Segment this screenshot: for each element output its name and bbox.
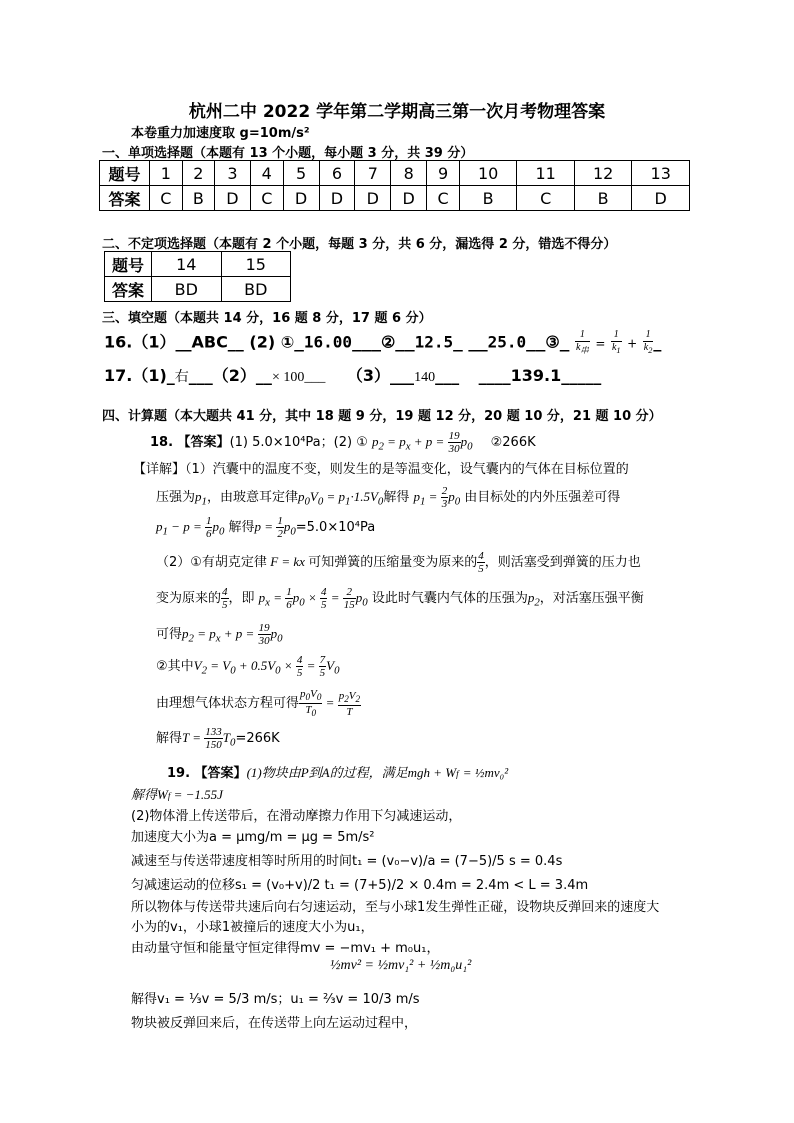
q18-detail-l7: ②其中$V_2 = V_0 + 0.5V_0$ × $\frac{4}{5}$ = $\frac{7}{5}$ $V_0$ xyxy=(156,654,340,679)
section1-question-cell-12: 12 xyxy=(574,161,632,186)
q19-line-11: 解得v₁ = ⅓v = 5/3 m/s；u₁ = ⅔v = 10/3 m/s xyxy=(131,992,420,1007)
q17-answer-4: ____139.1_____ xyxy=(478,366,602,385)
section1-answer-cell-12: B xyxy=(574,186,632,211)
q19-line-9: 由动量守恒和能量守恒定律得mv = −mv₁ + m₀u₁， xyxy=(131,941,440,956)
q18-answer-label: 18. 【答案】 xyxy=(150,435,230,450)
section1-answer-cell-3: D xyxy=(215,186,251,211)
q18-detail-l5: 变为原来的 $\frac{4}{5}$ ，即 $p_x$ = $\frac{1}{6}$ $p_0$ × $\frac{4}{5}$ = $\frac{2}{15}$ $p_0$ 设此时气囊内气体的压强为$p_2$，对活塞压强平衡 xyxy=(156,586,644,611)
section1-answer-table xyxy=(99,160,690,211)
q18-detail-l1: 【详解】（1）汽囊中的温度不变，则发生的是等温变化，设气囊内的气体在目标位置的 xyxy=(133,462,629,477)
section2-question-cell-2: 15 xyxy=(221,252,291,277)
q16-lead: 16.（1） xyxy=(104,332,176,352)
section1-question-cell-4: 4 xyxy=(250,161,283,186)
section2-answer-cell-1: BD xyxy=(152,277,222,302)
section1-answer-cell-9: C xyxy=(427,186,460,211)
q19-line-2: 解得Wf = −1.55J xyxy=(131,787,223,802)
q16-answer-2: _16.00___②__12.5_ xyxy=(294,332,463,352)
section1-answer-cell-10: B xyxy=(459,186,517,211)
section2-question-cell-1: 14 xyxy=(152,252,222,277)
q16-answer-1: __ABC__ xyxy=(175,332,244,352)
section1-question-cell-8: 8 xyxy=(391,161,427,186)
section1-question-cell-3: 3 xyxy=(215,161,251,186)
q19-answer-line: 19. 【答案】(1)物块由P到A的过程，满足mgh + Wf = ½mv₀² xyxy=(167,765,509,781)
section1-answer-cell-4: C xyxy=(250,186,283,211)
row-label-question: 题号 xyxy=(105,252,152,277)
section1-question-cell-5: 5 xyxy=(283,161,319,186)
q19-line-5: 减速至与传送带速度相等时所用的时间t₁ = (v₀−v)/a = (7−5)/5 s = 0.4s xyxy=(131,854,563,869)
q18-detail-l9: 解得T = $\frac{133}{150}$ $T_0=266K$ xyxy=(156,726,280,751)
q17-answer-2: × 100___ xyxy=(271,370,326,385)
section1-question-cell-2: 2 xyxy=(182,161,214,186)
answer-row xyxy=(100,186,690,211)
section1-answer-cell-2: B xyxy=(182,186,214,211)
section1-question-cell-13: 13 xyxy=(632,161,690,186)
section2-heading: 二、不定项选择题（本题有 2 个小题，每题 3 分，共 6 分，漏选得 2 分，错选不得分） xyxy=(102,237,617,252)
q17-answer-3: 140 xyxy=(414,370,436,385)
section1-heading: 一、单项选择题（本题有 13 个小题，每小题 3 分，共 39 分） xyxy=(102,146,474,161)
q19-line-4: 加速度大小为a = μmg/m = μg = 5m/s² xyxy=(131,830,375,845)
answer-row xyxy=(105,277,291,302)
q19-line-7: 所以物体与传送带共速后向右匀速运动，至与小球1发生弹性正碰，设物块反弹回来的速度大 xyxy=(131,900,660,915)
q17-part3: （3）___ xyxy=(346,366,415,385)
section1-question-cell-1: 1 xyxy=(150,161,183,186)
section1-question-cell-10: 10 xyxy=(459,161,517,186)
q16-part2: (2) ① xyxy=(249,332,295,352)
q18-detail-l3: $p_1 - p$ = $\frac{1}{6}$ $p_0$ 解得p = $\frac{1}{2}$ $p_0=5.0\times 10^4Pa$ xyxy=(156,515,376,540)
row-label-answer: 答案 xyxy=(105,277,152,302)
section1-question-cell-7: 7 xyxy=(355,161,391,186)
q19-line-6: 匀减速运动的位移s₁ = (v₀+v)/2 t₁ = (7+5)/2 × 0.4m = 2.4m < L = 3.4m xyxy=(131,878,589,893)
section1-question-cell-6: 6 xyxy=(319,161,355,186)
section4-heading: 四、计算题（本大题共 41 分，其中 18 题 9 分，19 题 12 分，20 题 10 分，21 题 10 分） xyxy=(102,409,662,424)
section3-heading: 三、填空题（本题共 14 分，16 题 8 分，17 题 6 分） xyxy=(102,311,432,326)
q16-line: 16.（1）__ABC__ (2) ①_16.00___②__12.5_ __25.0__③_ $\frac{1}{k_串}$ = $\frac{1}{k_1}$ + $\frac{1}{k_2}$ _ xyxy=(104,329,662,355)
q18-detail-l2: 压强为$p_1$，由玻意耳定律$p_0V_0 = p_1\cdot 1.5V_0$解得 $p_1$ = $\frac{2}{3}$ $p_0$ 由目标处的内外压强差可得 xyxy=(156,485,621,510)
row-label-question: 题号 xyxy=(100,161,150,186)
section1-answer-cell-1: C xyxy=(150,186,183,211)
section1-answer-cell-13: D xyxy=(632,186,690,211)
section1-answer-cell-5: D xyxy=(283,186,319,211)
q17-answer-1: 右 xyxy=(174,370,189,385)
section2-answer-table xyxy=(104,251,291,302)
gravity-note: 本卷重力加速度取 g=10m/s² xyxy=(131,126,310,141)
q18-answer-line: 18. 【答案】(1) 5.0×10⁴Pa；(2) ① $p_2 = p_x + p$ = $\frac{19}{30}$ $p_0$ ②266K xyxy=(150,430,536,455)
section1-answer-cell-8: D xyxy=(391,186,427,211)
page-title: 杭州二中 2022 学年第二学期高三第一次月考物理答案 xyxy=(188,102,606,122)
q18-detail-l8: 由理想气体状态方程可得 $\frac{p_0V_0}{T_0}$ = $\frac{p_2V_2}{T}$ xyxy=(156,688,361,719)
q16-formula-lhs: $\frac{1}{k_串}$ xyxy=(575,329,589,355)
section2-answer-cell-2: BD xyxy=(221,277,291,302)
question-number-row xyxy=(105,252,291,277)
section1-answer-cell-6: D xyxy=(319,186,355,211)
section1-question-cell-11: 11 xyxy=(517,161,575,186)
q18-detail-l6: 可得$p_2 = p_x + p$ = $\frac{19}{30}$ $p_0$ xyxy=(156,622,283,647)
q18-detail-l4: （2）①有胡克定律 F = kx 可知弹簧的压缩量变为原来的 $\frac{4}{5}$ ，则活塞受到弹簧的压力也 xyxy=(156,550,641,575)
q17-part2: ___（2）__ xyxy=(188,366,272,385)
q16-answer-3: __25.0__③_ xyxy=(468,332,570,352)
q19-line-8: 小为的v₁，小球1被撞后的速度大小为u₁， xyxy=(131,920,374,935)
q17-lead: 17.（1)_ xyxy=(104,366,175,385)
section1-answer-cell-11: C xyxy=(517,186,575,211)
q19-line-3: (2)物体滑上传送带后，在滑动摩擦力作用下匀减速运动， xyxy=(131,809,462,824)
section1-question-cell-9: 9 xyxy=(427,161,460,186)
row-label-answer: 答案 xyxy=(100,186,150,211)
question-number-row xyxy=(100,161,690,186)
q19-line-12: 物块被反弹回来后，在传送带上向左运动过程中， xyxy=(131,1016,418,1031)
section1-answer-cell-7: D xyxy=(355,186,391,211)
q17-line: 17.（1)_右___（2）__× 100___ （3）___140___ ____139.1_____ xyxy=(104,366,602,385)
q19-line-10: ½mv² = ½mv₁² + ½m₀u₁² xyxy=(330,958,472,973)
